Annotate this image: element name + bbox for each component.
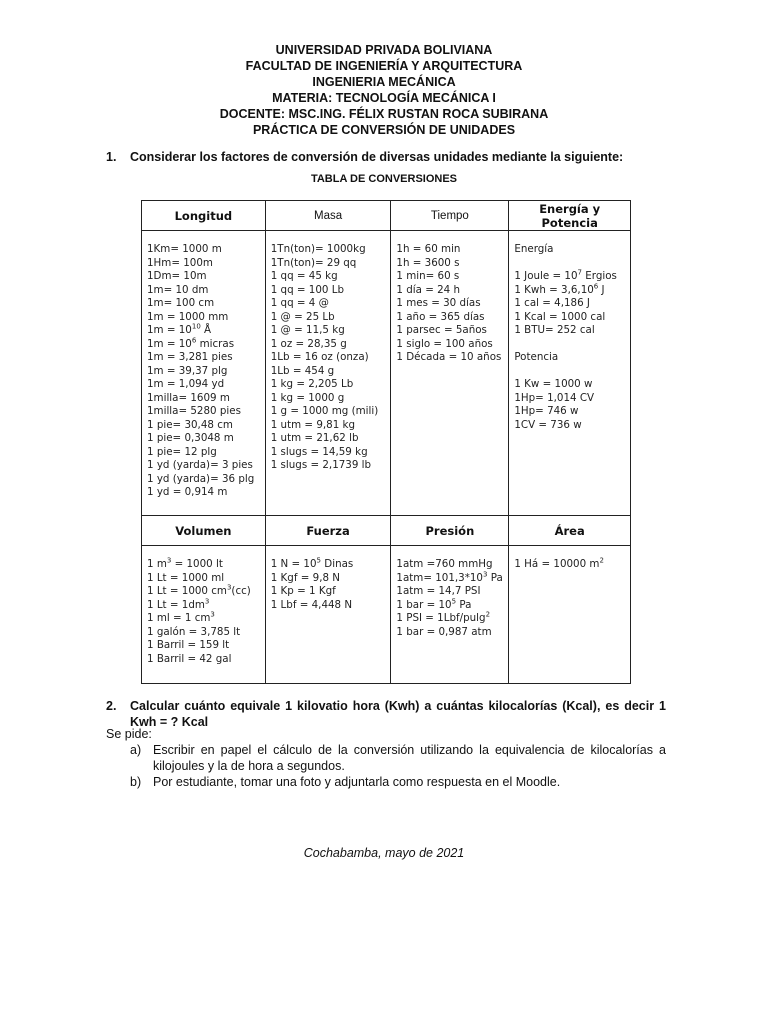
tiempo-cell [391, 231, 508, 371]
conversion-line: 1 $m^3 = 1000$ lt [147, 556, 223, 570]
conversion-line: 1 Kw = 1000 w [514, 378, 593, 390]
footer-date: Cochabamba, mayo de 2021 [303, 846, 465, 860]
conversion-line: 1Tn(ton)= 29 qq [270, 256, 357, 269]
conversion-line: 1 Lbf = 4,448 N [270, 598, 353, 611]
conversion-line: 1 min= 60 s [396, 270, 460, 282]
conversion-line: 1atm =760 mmHg [396, 558, 493, 570]
conversion-line: 1Dm= 10m [147, 270, 207, 282]
conversion-line: 1 qq = 4 @ [270, 297, 329, 309]
question-2-number: 2. [106, 699, 117, 713]
header-volumen: Volumen [142, 516, 266, 546]
conversion-line: $1m = 10^{10}$ Å [147, 322, 212, 336]
energia-list [514, 270, 626, 338]
conversion-line: 1 $Lt = 1dm^3$ [147, 597, 210, 611]
header-area: Área [509, 516, 631, 546]
conversion-line: 1 utm = 9,81 kg [270, 418, 356, 431]
conversion-line: 1Hp= 1,014 CV [514, 391, 595, 404]
document-header [0, 42, 768, 138]
conversion-line: 1 Joule = $10^7$ Ergios [514, 268, 617, 282]
course-name: MATERIA: TECNOLOGÍA MECÁNICA I [272, 91, 496, 105]
faculty-name: FACULTAD DE INGENIERÍA Y ARQUITECTURA [245, 59, 523, 73]
conversion-line: 1 mes = 30 días [396, 297, 481, 309]
conversion-line: 1 slugs = 14,59 kg [270, 445, 368, 458]
conversion-line: 1 pie= 0,3048 m [147, 432, 234, 444]
practice-title: PRÁCTICA DE CONVERSIÓN DE UNIDADES [252, 123, 516, 137]
table-header-row-top [142, 201, 631, 231]
question-2-text: Calcular cuánto equivale 1 kilovatio hora (Kwh) a cuántas kilocalorías (Kcal), es decir 1 Kwh = ? Kcal [130, 699, 666, 729]
conversion-line: 1 cal = 4,186 J [514, 297, 590, 309]
table-body-row-top [142, 231, 631, 516]
header-presion: Presión [391, 516, 509, 546]
question-1-text: Considerar los factores de conversión de diversas unidades mediante la siguiente: [130, 150, 624, 164]
conversion-line: 1 Barril = 159 lt [147, 639, 230, 651]
conversion-line: 1 Lt = 1000 $cm^3(cc)$ [147, 583, 251, 597]
conversion-line: 1 galón = 3,785 lt [147, 625, 241, 638]
conversion-line: 1 bar = 0,987 atm [396, 625, 492, 638]
longitud-cell [142, 231, 265, 506]
conversion-line: 1Km= 1000 m [147, 243, 222, 255]
item-b-text: Por estudiante, tomar una foto y adjuntarla como respuesta en el Moodle. [153, 775, 561, 789]
conversion-line: 1 pie= 30,48 cm [147, 418, 233, 431]
table-title: TABLA DE CONVERSIONES [310, 173, 458, 185]
header-tiempo: Tiempo [391, 201, 509, 231]
conversion-line: 1 Kwh = $3,6,10^6$ J [514, 282, 605, 296]
university-name: UNIVERSIDAD PRIVADA BOLIVIANA [275, 43, 493, 57]
conversion-line: 1Lb = 454 g [270, 364, 335, 377]
conversion-line: 1 PSI = 1Lbf/pulg$^2$ [396, 610, 491, 624]
question-2 [106, 698, 666, 730]
conversion-line: 1 slugs = 2,1739 lb [270, 459, 372, 471]
item-a [130, 742, 666, 774]
potencia-subtitle: Potencia [514, 351, 559, 363]
conversion-line: 1Tn(ton)= 1000kg [270, 243, 366, 255]
program-name: INGENIERIA MECÁNICA [312, 75, 456, 89]
question-1-number: 1. [106, 150, 117, 164]
conversion-line: 1milla= 1609 m [147, 391, 230, 404]
conversion-line: 1 g = 1000 mg (mili) [270, 405, 379, 417]
conversion-line: 1m = 39,37 plg [147, 364, 228, 377]
table-body-row-bottom [142, 546, 631, 684]
item-b [130, 774, 666, 790]
conversion-line: 1 oz = 28,35 g [270, 337, 347, 350]
conversion-line: 1 $N = 10^5$ Dinas [270, 556, 354, 570]
conversion-line: 1 parsec = 5años [396, 324, 487, 336]
header-masa: Masa [265, 201, 391, 231]
conversion-line: 1 Há = 10000 $m^2$ [514, 556, 604, 570]
conversion-line: 1 BTU= 252 cal [514, 324, 595, 336]
se-pide-label: Se pide: [106, 727, 152, 741]
masa-cell [266, 231, 391, 479]
conversion-line: 1 Kgf = 9,8 N [270, 571, 340, 584]
conversion-line: 1 yd = 0,914 m [147, 486, 228, 498]
conversion-line: 1Lb = 16 oz (onza) [270, 351, 369, 363]
conversion-line: 1 año = 365 días [396, 310, 485, 323]
header-energia-potencia: Energía y Potencia [509, 201, 631, 231]
conversion-line: 1 Kp = 1 Kgf [270, 585, 336, 597]
conversion-line: 1milla= 5280 pies [147, 405, 241, 417]
conversion-line: 1 kg = 2,205 Lb [270, 378, 354, 390]
conversion-line: 1atm = 14,7 PSI [396, 585, 481, 597]
table-header-row-bottom [142, 516, 631, 546]
conversion-line: 1 qq = 100 Lb [270, 283, 345, 296]
conversion-line: 1 @ = 25 Lb [270, 310, 335, 323]
energia-potencia-cell [509, 231, 630, 438]
header-fuerza: Fuerza [265, 516, 391, 546]
conversion-line: 1 pie= 12 plg [147, 445, 217, 458]
header-longitud: Longitud [142, 201, 266, 231]
conversion-line: 1 Kcal = 1000 cal [514, 310, 606, 323]
conversion-line: 1 Barril = 42 gal [147, 652, 232, 665]
conversion-line: $1m = 10^6$ micras [147, 336, 235, 350]
presion-cell [391, 546, 508, 645]
item-b-label: b) [130, 775, 142, 789]
conversion-line: 1m = 1,094 yd [147, 378, 225, 390]
conversion-line: 1m= 10 dm [147, 283, 209, 296]
energia-subtitle: Energía [514, 243, 554, 255]
conversion-line: 1h = 3600 s [396, 256, 460, 269]
conversion-line: 1 bar = $10^5$ Pa [396, 597, 472, 611]
conversion-line: 1 yd (yarda)= 36 plg [147, 472, 255, 485]
conversion-line: 1Hm= 100m [147, 256, 213, 269]
conversion-line: 1 yd (yarda)= 3 pies [147, 459, 253, 471]
conversion-line: 1h = 60 min [396, 243, 461, 255]
conversion-table [141, 200, 631, 684]
conversion-line: 1 día = 24 h [396, 283, 461, 296]
conversion-line: 1 @ = 11,5 kg [270, 324, 345, 336]
volumen-cell [142, 546, 265, 672]
potencia-list [514, 378, 626, 432]
conversion-line: 1 siglo = 100 años [396, 337, 493, 350]
conversion-line: 1 utm = 21,62 lb [270, 432, 359, 444]
area-cell [509, 546, 630, 578]
conversion-line: 1Hp= 746 w [514, 405, 579, 417]
conversion-line: 1m = 3,281 pies [147, 351, 233, 363]
conversion-line: 1 qq = 45 kg [270, 270, 338, 282]
conversion-line: 1 Década = 10 años [396, 351, 502, 363]
fuerza-cell [266, 546, 391, 618]
item-a-text: Escribir en papel el cálculo de la conversión utilizando la equivalencia de kilocalorías a kilojoules y la de hora a segundos. [153, 743, 666, 773]
conversion-line: 1 Lt = 1000 ml [147, 571, 225, 584]
conversion-line: $1atm= 101,3*10^3$ Pa [396, 570, 503, 584]
conversion-line: 1CV = 736 w [514, 418, 582, 431]
conversion-line: 1 kg = 1000 g [270, 391, 345, 404]
conversion-line: 1m= 100 cm [147, 297, 215, 309]
conversion-line: 1m = 1000 mm [147, 310, 229, 323]
item-a-label: a) [130, 743, 142, 757]
teacher-name: DOCENTE: MSC.ING. FÉLIX RUSTAN ROCA SUBIRANA [219, 107, 549, 121]
conversion-line: 1 ml = 1 $cm^3$ [147, 610, 215, 624]
question-1 [106, 150, 623, 164]
